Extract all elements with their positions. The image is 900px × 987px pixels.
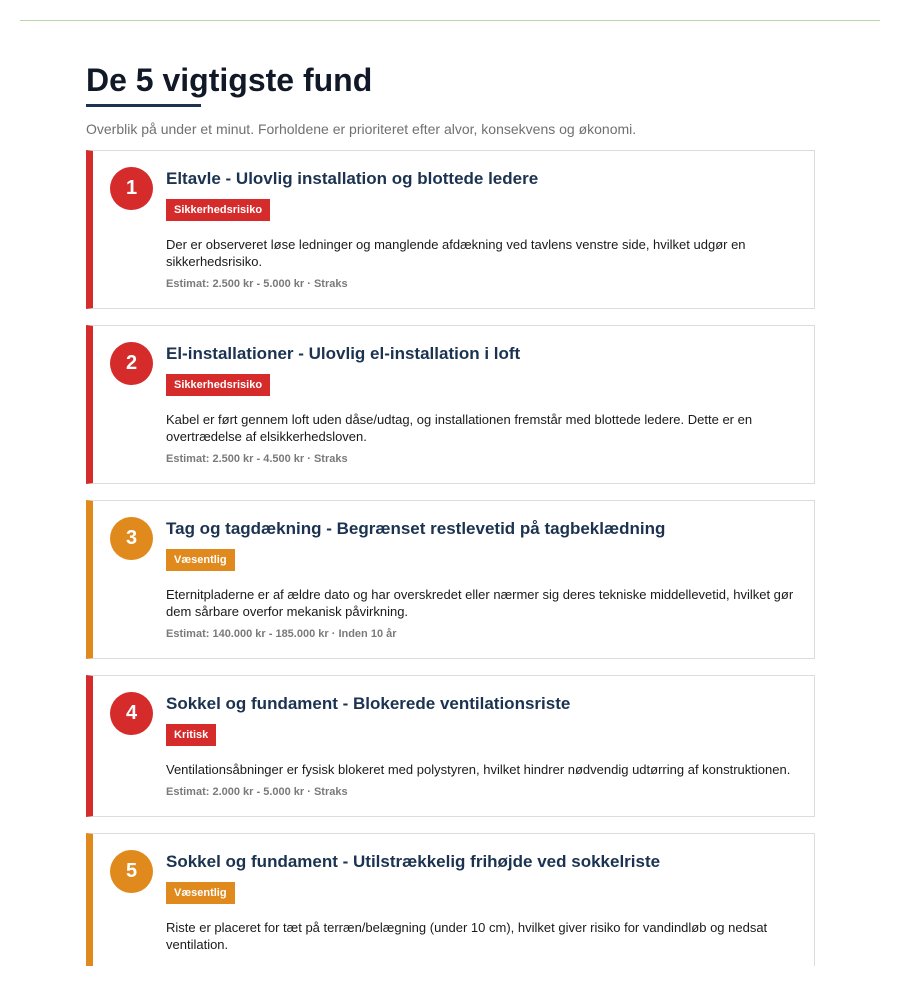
finding-card-1 [86, 150, 815, 309]
severity-tag: Sikkerhedsrisiko [166, 199, 270, 221]
finding-title: Tag og tagdækning - Begrænset restlevetid på tagbeklædning [166, 519, 666, 538]
findings-list [86, 150, 815, 966]
severity-tag: Sikkerhedsrisiko [166, 374, 270, 396]
finding-description: Ventilationsåbninger er fysisk blokeret med polystyren, hvilket hindrer nødvendig udtørring af konstruktionen. [166, 762, 791, 777]
finding-card-2 [86, 325, 815, 484]
finding-title: Sokkel og fundament - Blokerede ventilationsriste [166, 694, 571, 713]
page-title: De 5 vigtigste fund [86, 62, 373, 98]
severity-tag: Væsentlig [166, 549, 235, 571]
finding-number-badge: 1 [110, 167, 153, 210]
finding-card-4 [86, 675, 815, 817]
finding-card-3 [86, 500, 815, 659]
severity-tag: Væsentlig [166, 882, 235, 904]
finding-title: Eltavle - Ulovlig installation og blottede ledere [166, 169, 539, 188]
finding-estimate: Estimat: 2.500 kr - 4.500 kr · Straks [166, 453, 348, 465]
severity-tag: Kritisk [166, 724, 216, 746]
title-underline [86, 104, 201, 107]
finding-description: Eternitpladerne er af ældre dato og har overskredet eller nærmer sig deres tekniske middellevetid, hvilket gør dem sårbare overfor mekanisk påvirkning. [166, 587, 794, 619]
finding-number-badge: 5 [110, 850, 153, 893]
finding-estimate: Estimat: 140.000 kr - 185.000 kr · Inden 10 år [166, 628, 397, 640]
finding-title: El-installationer - Ulovlig el-installation i loft [166, 344, 521, 363]
page-subtitle: Overblik på under et minut. Forholdene er prioriteret efter alvor, konsekvens og økonomi. [86, 121, 637, 137]
findings-section [86, 58, 815, 966]
finding-description: Kabel er ført gennem loft uden dåse/udtag, og installationen fremstår med blottede ledere. Dette er en overtrædelse af elsikkerhedsloven. [166, 412, 753, 444]
finding-description: Der er observeret løse ledninger og manglende afdækning ved tavlens venstre side, hvilket udgør en sikkerhedsrisiko. [166, 237, 746, 269]
finding-title: Sokkel og fundament - Utilstrækkelig frihøjde ved sokkelriste [166, 852, 661, 871]
finding-number-badge: 2 [110, 342, 153, 385]
finding-card-5 [86, 833, 815, 966]
finding-estimate: Estimat: 2.000 kr - 5.000 kr · Straks [166, 786, 348, 798]
finding-estimate: Estimat: 2.500 kr - 5.000 kr · Straks [166, 278, 348, 290]
finding-number-badge: 4 [110, 692, 153, 735]
finding-description: Riste er placeret for tæt på terræn/belægning (under 10 cm), hvilket giver risiko for vandindløb og nedsat ventilation. [166, 920, 768, 952]
finding-number-badge: 3 [110, 517, 153, 560]
